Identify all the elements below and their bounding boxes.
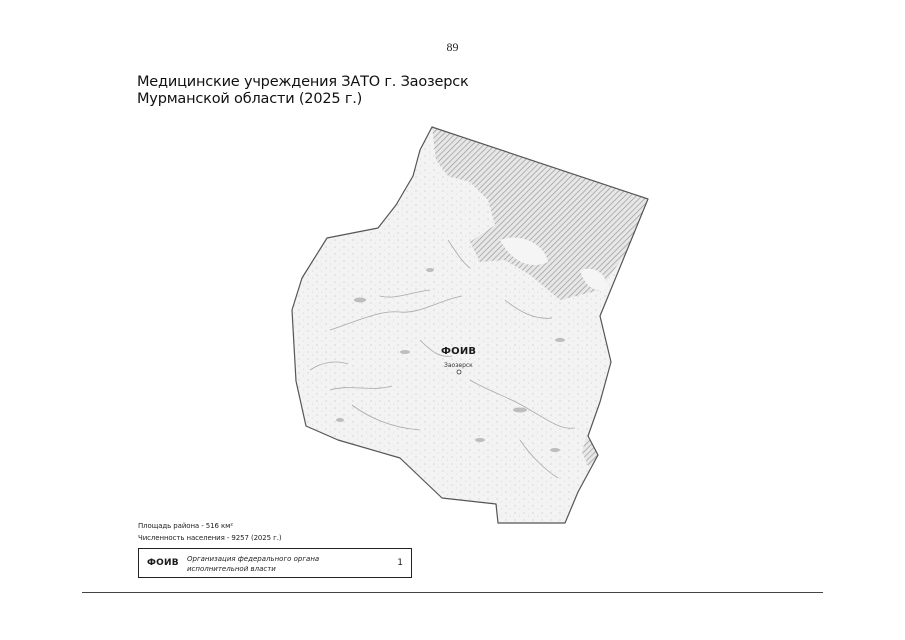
settlement-point (457, 370, 461, 374)
map-title-line-1: Медицинские учреждения ЗАТО г. Заозерск (137, 74, 469, 90)
page-number: 89 (446, 40, 459, 54)
legend-description: Организация федерального органа исполнительной власти (187, 555, 320, 573)
legend-code: ФОИВ (147, 558, 179, 568)
legend-count: 1 (397, 558, 403, 568)
settlement-name-label: Заозерск (444, 362, 473, 369)
district-area: Площадь района - 516 км² (138, 522, 234, 530)
district-population: Численность населения - 9257 (2025 г.) (138, 534, 282, 542)
settlement-marker-label: ФОИВ (441, 346, 477, 357)
footer-divider (82, 592, 823, 593)
legend-box (138, 548, 412, 578)
district-stats (138, 520, 281, 544)
map-title-line-2: Мурманской области (2025 г.) (137, 91, 363, 107)
